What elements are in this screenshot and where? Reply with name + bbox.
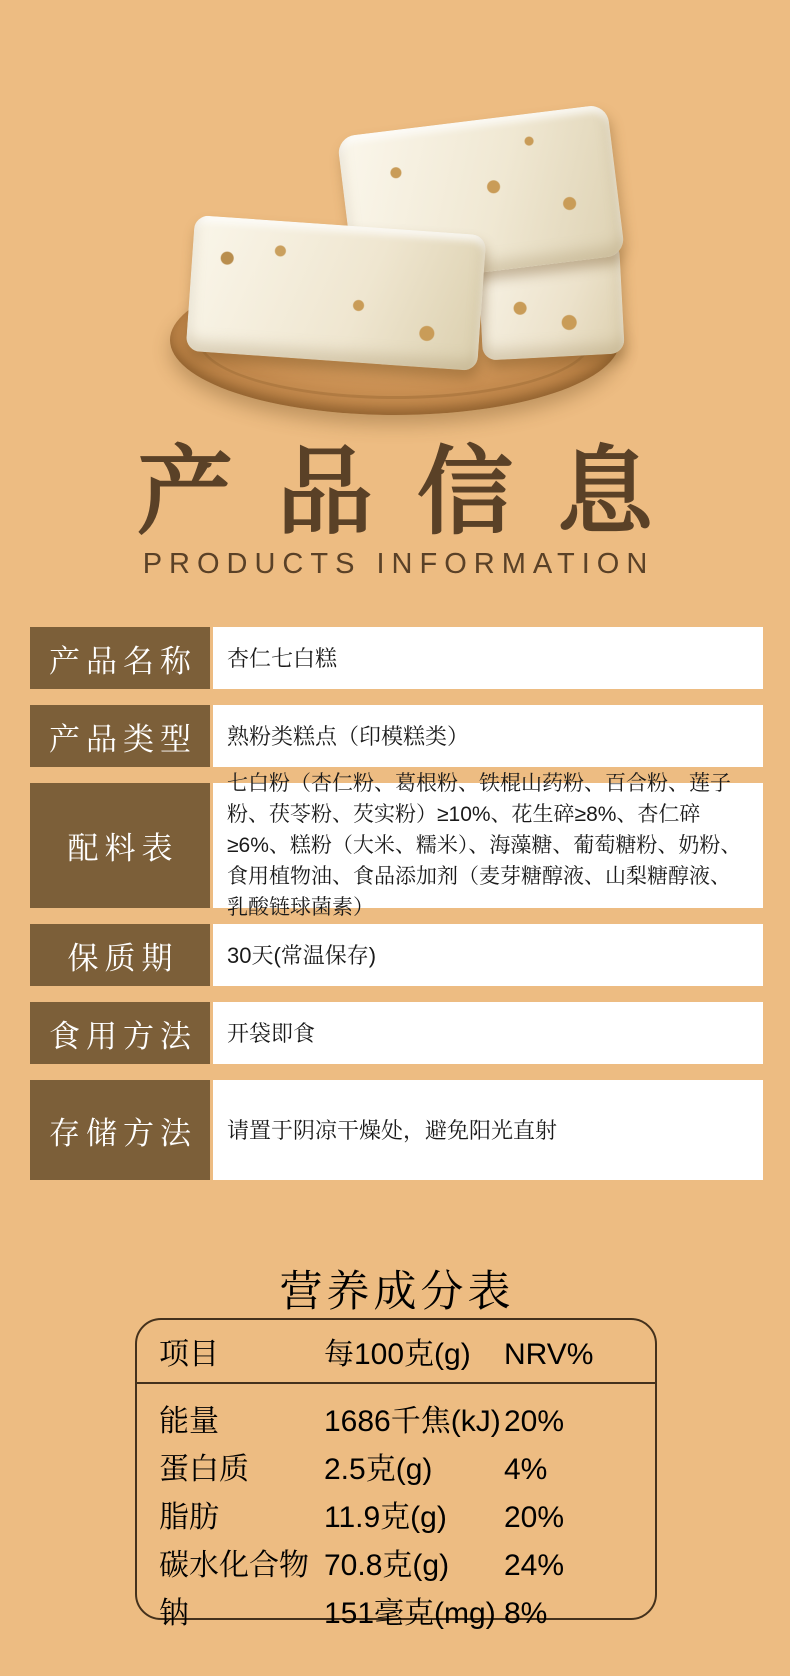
nutrition-table [135, 1318, 657, 1630]
info-row-label: 配料表 [30, 783, 210, 908]
info-row-label: 存储方法 [30, 1080, 210, 1180]
info-row-usage [30, 1002, 763, 1064]
nutrition-cell-nrv: 4% [504, 1453, 548, 1486]
product-info-table [30, 627, 763, 1196]
nutrition-cell-nrv: 8% [504, 1597, 548, 1630]
info-row-storage [30, 1080, 763, 1180]
nutrition-header-divider [137, 1382, 655, 1384]
info-row-product-name [30, 627, 763, 689]
page-subtitle: PRODUCTS INFORMATION [142, 548, 655, 580]
product-photo [150, 95, 640, 425]
info-row-label: 产品类型 [30, 705, 210, 767]
info-row-value: 七白粉（杏仁粉、葛根粉、铁棍山药粉、百合粉、莲子粉、茯苓粉、芡实粉）≥10%、花生碎≥8%、杏仁碎≥6%、糕粉（大米、糯米）、海藻糖、葡萄糖粉、奶粉、食用植物油、食品添加剂（麦芽糖醇液、山梨糖醇液、乳酸链球菌素） [213, 783, 763, 908]
nutrition-cell-amount: 2.5克(g) [324, 1453, 433, 1486]
nutrition-row-fat [159, 1494, 633, 1542]
rice-cake [186, 215, 487, 371]
info-row-product-type [30, 705, 763, 767]
info-row-value: 30天(常温保存) [213, 924, 763, 986]
info-row-value: 请置于阴凉干燥处，避免阳光直射 [213, 1080, 763, 1180]
info-row-label: 产品名称 [30, 627, 210, 689]
info-row-ingredients [30, 772, 763, 919]
nutrition-header-row [159, 1330, 633, 1380]
info-row-value: 熟粉类糕点（印模糕类） [213, 705, 763, 767]
nutrition-row-sodium [159, 1590, 633, 1638]
nutrition-cell-amount: 1686千焦(kJ) [324, 1405, 501, 1438]
nutrition-row-energy [159, 1398, 633, 1446]
nutrition-cell-amount: 151毫克(mg) [324, 1597, 496, 1630]
nutrition-cell-amount: 70.8克(g) [324, 1549, 450, 1582]
info-row-shelf-life [30, 924, 763, 986]
info-row-value: 杏仁七白糕 [213, 627, 763, 689]
nutrition-cell-nrv: 20% [504, 1405, 565, 1438]
info-row-label: 食用方法 [30, 1002, 210, 1064]
nutrition-col-header-item: 项目 [159, 1338, 219, 1371]
nutrition-cell-name: 碳水化合物 [159, 1549, 309, 1582]
nutrition-cell-name: 蛋白质 [159, 1453, 249, 1486]
nutrition-cell-nrv: 24% [504, 1549, 565, 1582]
nutrition-row-carbohydrate [159, 1542, 633, 1590]
nutrition-cell-name: 能量 [159, 1405, 219, 1438]
nutrition-title: 营养成分表 [279, 1268, 515, 1316]
info-row-label: 保质期 [30, 924, 210, 986]
page-title: 产品信息 [137, 439, 697, 546]
nutrition-cell-name: 脂肪 [159, 1501, 219, 1534]
nutrition-cell-nrv: 20% [504, 1501, 565, 1534]
nutrition-col-header-per100g: 每100克(g) [324, 1338, 471, 1371]
info-row-value: 开袋即食 [213, 1002, 763, 1064]
nutrition-cell-name: 钠 [159, 1597, 189, 1630]
nutrition-row-protein [159, 1446, 633, 1494]
nutrition-col-header-nrv: NRV% [504, 1338, 594, 1371]
nutrition-cell-amount: 11.9克(g) [324, 1501, 447, 1534]
